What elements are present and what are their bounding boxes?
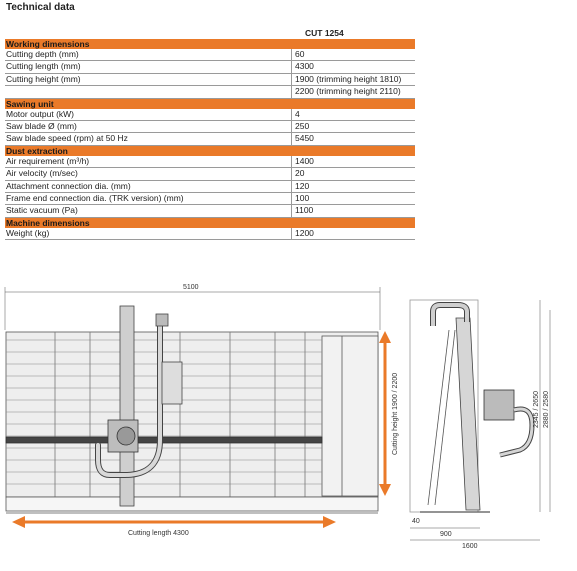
spec-value: 250: [295, 120, 310, 131]
spec-label: Cutting height (mm): [6, 73, 81, 84]
side-height-label-a: 2345 / 2650: [533, 391, 540, 428]
spec-label: Air velocity (m/sec): [6, 168, 78, 179]
section-header: Dust extraction: [5, 146, 415, 156]
cutting-height-arrow: [379, 331, 391, 496]
spec-label: Air requirement (m³/h): [6, 155, 90, 166]
cutting-length-arrow: [12, 516, 336, 528]
spec-label: Motor output (kW): [6, 108, 75, 119]
spec-value: 1200: [295, 227, 314, 238]
dim-900-label: 900: [440, 531, 452, 538]
page-title: Technical data: [6, 2, 75, 13]
front-view-drawing: [5, 287, 380, 513]
spec-label: Cutting depth (mm): [6, 49, 79, 59]
model-name: CUT 1254: [305, 28, 344, 38]
spec-label: Cutting length (mm): [6, 61, 81, 72]
dim-1600-label: 1600: [462, 543, 478, 550]
spec-label: Frame end connection dia. (TRK version) (mm): [6, 192, 184, 203]
spec-label: Saw blade Ø (mm): [6, 120, 77, 131]
cutting-length-label: Cutting length 4300: [128, 530, 189, 537]
section-header: Machine dimensions: [5, 218, 415, 228]
spec-value: 1100: [295, 205, 314, 216]
spec-value: 20: [295, 168, 305, 179]
overall-width-label: 5100: [183, 284, 199, 291]
spec-value: 1400: [295, 155, 314, 166]
side-height-label-b: 2880 / 2580: [543, 391, 550, 428]
spec-label: Weight (kg): [6, 227, 50, 238]
spec-label: Saw blade speed (rpm) at 50 Hz: [6, 133, 128, 144]
spec-value: 4: [295, 108, 300, 119]
section-header: Sawing unit: [5, 99, 415, 109]
spec-value: 5450: [295, 133, 314, 144]
spec-label: Static vacuum (Pa): [6, 205, 78, 216]
spec-value: 4300: [295, 61, 314, 72]
cutting-height-label: Cutting height 1900 / 2200: [392, 372, 399, 455]
spec-value: 120: [295, 180, 310, 191]
spec-value: 60: [295, 49, 305, 59]
spec-value: 2200 (trimming height 2110): [295, 86, 401, 97]
spec-label: Attachment connection dia. (mm): [6, 180, 131, 191]
spec-value: 1900 (trimming height 1810): [295, 73, 402, 84]
section-header: Working dimensions: [5, 39, 415, 49]
side-view-drawing: [410, 300, 550, 540]
spec-value: 100: [295, 192, 310, 203]
dim-40-label: 40: [412, 518, 420, 525]
